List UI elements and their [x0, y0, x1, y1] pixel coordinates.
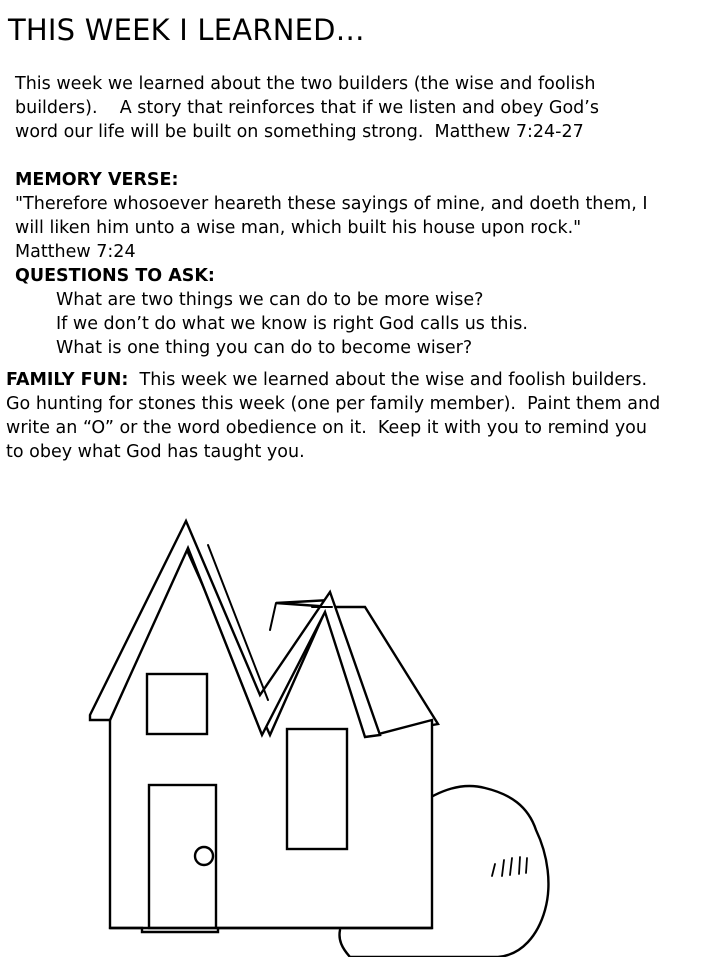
questions-heading: QUESTIONS TO ASK: [15, 266, 215, 286]
family-fun-line: Go hunting for stones this week (one per family member). Paint them and [6, 394, 661, 414]
right-window [287, 729, 347, 849]
memory-verse-line: will liken him unto a wise man, which built his house upon rock." [15, 218, 582, 238]
memory-verse-section [15, 168, 648, 264]
family-fun-line: to obey what God has taught you. [6, 442, 305, 462]
family-fun-line: write an “O” or the word obedience on it. Keep it with you to remind you [6, 418, 647, 438]
question-item: If we don’t do what we know is right God calls us this. [56, 314, 528, 334]
memory-verse-reference: Matthew 7:24 [15, 242, 136, 262]
door-knob [195, 847, 213, 865]
house-on-rock-illustration [0, 500, 718, 957]
summary-line: word our life will be built on something strong. Matthew 7:24-27 [15, 122, 584, 142]
lesson-summary [15, 72, 599, 144]
question-item: What is one thing you can do to become wiser? [56, 338, 473, 358]
question-item: What are two things we can do to be more wise? [56, 290, 484, 310]
family-fun-heading: FAMILY FUN: [6, 370, 129, 390]
family-fun-section [6, 368, 660, 464]
memory-verse-heading: MEMORY VERSE: [15, 170, 179, 190]
memory-verse-line: "Therefore whosoever heareth these sayings of mine, and doeth them, I [15, 194, 648, 214]
upper-window [147, 674, 207, 734]
summary-line: builders). A story that reinforces that if we listen and obey God’s [15, 98, 599, 118]
page-title: THIS WEEK I LEARNED… [8, 13, 365, 47]
family-fun-line: This week we learned about the wise and foolish builders. [128, 370, 648, 390]
summary-line: This week we learned about the two builders (the wise and foolish [15, 74, 596, 94]
questions-section [15, 264, 528, 360]
